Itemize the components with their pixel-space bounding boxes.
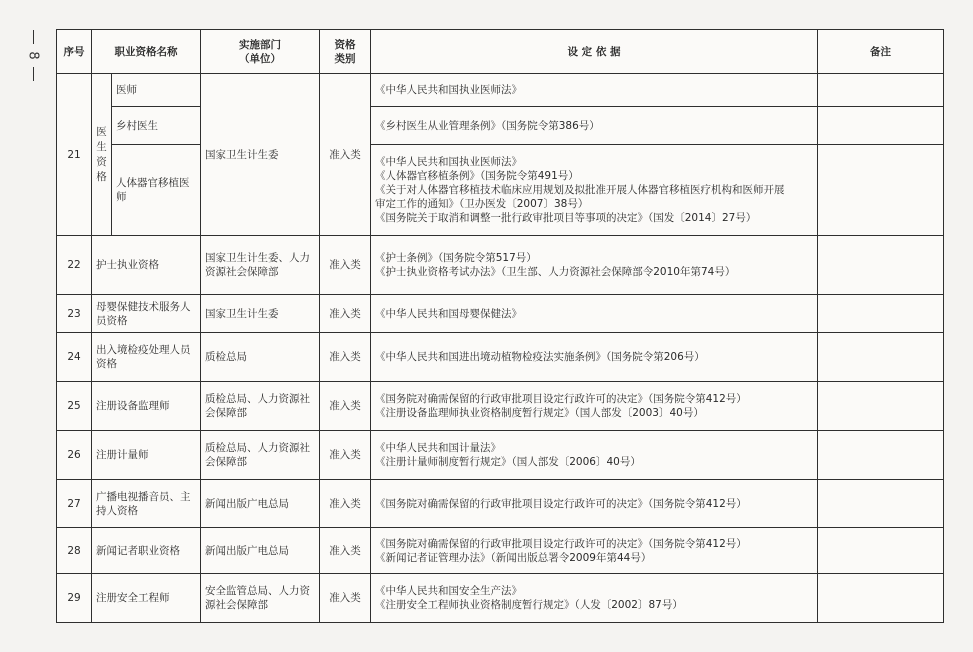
table-row bbox=[57, 574, 944, 623]
row-number: 28 bbox=[57, 528, 92, 574]
basis-line: 《新闻记者证管理办法》（新闻出版总署令2009年第44号） bbox=[375, 551, 652, 564]
header-text-line: 类别 bbox=[334, 52, 356, 65]
table-row bbox=[57, 480, 944, 528]
header-basis: 设 定 依 据 bbox=[371, 30, 818, 74]
department: 质检总局、人力资源社会保障部 bbox=[201, 431, 320, 480]
qualification-table bbox=[56, 29, 944, 623]
basis-line: 《国务院对确需保留的行政审批项目设定行政许可的决定》（国务院令第412号） bbox=[375, 497, 747, 510]
table-row bbox=[57, 145, 944, 236]
category: 准入类 bbox=[320, 382, 371, 431]
basis-line: 《人体器官移植条例》（国务院令第491号） bbox=[375, 170, 579, 182]
row-number: 25 bbox=[57, 382, 92, 431]
qualification-name: 注册计量师 bbox=[92, 431, 201, 480]
department: 国家卫生计生委、人力资源社会保障部 bbox=[201, 236, 320, 295]
header-num: 序号 bbox=[57, 30, 92, 74]
table-row bbox=[57, 431, 944, 480]
legal-basis bbox=[371, 333, 818, 382]
table-row bbox=[57, 528, 944, 574]
basis-line: 《注册计量师制度暂行规定》（国人部发〔2006〕40号） bbox=[375, 456, 641, 468]
header-row bbox=[57, 30, 944, 74]
group-label-char: 格 bbox=[96, 170, 107, 183]
notes-cell bbox=[818, 107, 944, 145]
legal-basis bbox=[371, 145, 818, 236]
group-label-char: 医 bbox=[96, 125, 107, 138]
table-row bbox=[57, 236, 944, 295]
basis-line: 《国务院对确需保留的行政审批项目设定行政许可的决定》（国务院令第412号） bbox=[375, 393, 747, 405]
group-label bbox=[92, 74, 112, 236]
department: 新闻出版广电总局 bbox=[201, 528, 320, 574]
basis-line: 《关于对人体器官移植技术临床应用规划及拟批准开展人体器官移植医疗机构和医师开展 bbox=[375, 184, 785, 196]
basis-line: 《国务院关于取消和调整一批行政审批项目等事项的决定》（国发〔2014〕27号） bbox=[375, 212, 757, 224]
table-row bbox=[57, 295, 944, 333]
header-text-line: 资格 bbox=[334, 38, 356, 51]
basis-line: 《中华人民共和国母婴保健法》 bbox=[375, 307, 522, 320]
qualification-name: 注册安全工程师 bbox=[92, 574, 201, 623]
notes-cell bbox=[818, 480, 944, 528]
notes-cell bbox=[818, 236, 944, 295]
basis-line: 《国务院对确需保留的行政审批项目设定行政许可的决定》（国务院令第412号） bbox=[375, 537, 747, 550]
group-label-char: 生 bbox=[96, 140, 107, 153]
page-number-rule-bottom bbox=[33, 67, 34, 81]
qualification-name: 人体器官移植医师 bbox=[112, 145, 201, 236]
qualification-name: 广播电视播音员、主持人资格 bbox=[92, 480, 201, 528]
notes-cell bbox=[818, 295, 944, 333]
department: 国家卫生计生委 bbox=[201, 295, 320, 333]
notes-cell bbox=[818, 74, 944, 107]
table-row bbox=[57, 74, 944, 107]
qualification-name: 医师 bbox=[112, 74, 201, 107]
table-row bbox=[57, 333, 944, 382]
department: 安全监管总局、人力资源社会保障部 bbox=[201, 574, 320, 623]
page-number-text: 8 bbox=[25, 51, 41, 60]
basis-line: 《中华人民共和国安全生产法》 bbox=[375, 585, 522, 597]
basis-line: 《中华人民共和国计量法》 bbox=[375, 442, 501, 454]
basis-line: 《中华人民共和国执业医师法》 bbox=[375, 84, 522, 96]
table-row bbox=[57, 107, 944, 145]
row-number: 23 bbox=[57, 295, 92, 333]
row-number: 27 bbox=[57, 480, 92, 528]
legal-basis bbox=[371, 236, 818, 295]
header-text-line: 实施部门 bbox=[239, 38, 281, 51]
qualification-name: 新闻记者职业资格 bbox=[92, 528, 201, 574]
header-name: 职业资格名称 bbox=[92, 30, 201, 74]
notes-cell bbox=[818, 574, 944, 623]
row-number: 29 bbox=[57, 574, 92, 623]
row-number: 21 bbox=[57, 74, 92, 236]
header-dept bbox=[201, 30, 320, 74]
department: 新闻出版广电总局 bbox=[201, 480, 320, 528]
notes-cell bbox=[818, 382, 944, 431]
category: 准入类 bbox=[320, 480, 371, 528]
qualification-name: 护士执业资格 bbox=[92, 236, 201, 295]
notes-cell bbox=[818, 431, 944, 480]
basis-line: 《护士执业资格考试办法》（卫生部、人力资源社会保障部令2010年第74号） bbox=[375, 266, 736, 278]
header-text-line: （单位） bbox=[239, 52, 281, 65]
legal-basis bbox=[371, 431, 818, 480]
page-number-rule-top bbox=[33, 30, 34, 44]
table-row bbox=[57, 382, 944, 431]
basis-line: 《中华人民共和国进出境动植物检疫法实施条例》（国务院令第206号） bbox=[375, 351, 705, 363]
category: 准入类 bbox=[320, 333, 371, 382]
category: 准入类 bbox=[320, 74, 371, 236]
row-number: 22 bbox=[57, 236, 92, 295]
legal-basis bbox=[371, 74, 818, 107]
legal-basis bbox=[371, 382, 818, 431]
qualification-name: 母婴保健技术服务人员资格 bbox=[92, 295, 201, 333]
category: 准入类 bbox=[320, 528, 371, 574]
qualification-name: 乡村医生 bbox=[112, 107, 201, 145]
department: 质检总局 bbox=[201, 333, 320, 382]
qualification-name: 出入境检疫处理人员资格 bbox=[92, 333, 201, 382]
basis-line: 《乡村医生从业管理条例》（国务院令第386号） bbox=[375, 119, 600, 132]
department: 质检总局、人力资源社会保障部 bbox=[201, 382, 320, 431]
row-number: 26 bbox=[57, 431, 92, 480]
basis-line: 《护士条例》（国务院令第517号） bbox=[375, 252, 537, 264]
notes-cell bbox=[818, 145, 944, 236]
legal-basis bbox=[371, 107, 818, 145]
notes-cell bbox=[818, 528, 944, 574]
qualification-name: 注册设备监理师 bbox=[92, 382, 201, 431]
header-category bbox=[320, 30, 371, 74]
notes-cell bbox=[818, 333, 944, 382]
legal-basis bbox=[371, 574, 818, 623]
department: 国家卫生计生委 bbox=[201, 74, 320, 236]
group-label-char: 资 bbox=[96, 155, 107, 168]
basis-line: 《中华人民共和国执业医师法》 bbox=[375, 156, 522, 168]
category: 准入类 bbox=[320, 295, 371, 333]
page-number bbox=[26, 30, 40, 81]
header-notes: 备注 bbox=[818, 30, 944, 74]
legal-basis bbox=[371, 295, 818, 333]
basis-line: 《注册设备监理师执业资格制度暂行规定》（国人部发〔2003〕40号） bbox=[375, 407, 704, 419]
category: 准入类 bbox=[320, 574, 371, 623]
basis-line: 《注册安全工程师执业资格制度暂行规定》（人发〔2002〕87号） bbox=[375, 599, 683, 611]
basis-line: 审定工作的通知》（卫办医发〔2007〕38号） bbox=[375, 198, 589, 210]
category: 准入类 bbox=[320, 431, 371, 480]
category: 准入类 bbox=[320, 236, 371, 295]
legal-basis bbox=[371, 480, 818, 528]
row-number: 24 bbox=[57, 333, 92, 382]
legal-basis bbox=[371, 528, 818, 574]
